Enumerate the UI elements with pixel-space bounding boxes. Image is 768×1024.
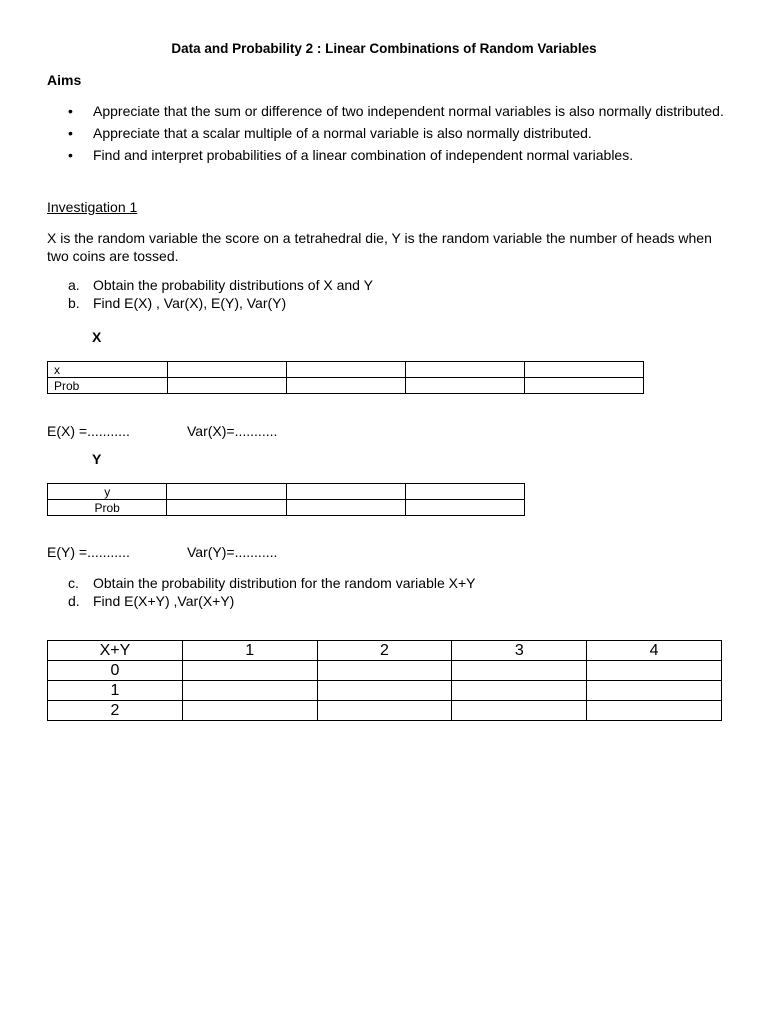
table-header-cell: 4	[587, 641, 722, 661]
expectation-x-line	[47, 423, 277, 439]
vary-text: Var(Y)=...........	[187, 544, 278, 560]
table-cell: y	[48, 484, 167, 500]
task-item	[68, 294, 373, 312]
table-cell[interactable]	[587, 681, 722, 701]
table-cell[interactable]	[168, 362, 287, 378]
task-list-cd	[68, 574, 476, 610]
task-label: d.	[68, 593, 80, 609]
table-cell[interactable]	[587, 701, 722, 721]
task-label: b.	[68, 295, 80, 311]
task-text: Find E(X) , Var(X), E(Y), Var(Y)	[93, 295, 287, 311]
table-row	[48, 701, 722, 721]
distribution-table-y	[47, 483, 525, 516]
table-row	[48, 641, 722, 661]
table-cell[interactable]	[525, 378, 644, 394]
task-item	[68, 592, 476, 610]
table-cell[interactable]	[587, 661, 722, 681]
table-cell[interactable]	[406, 362, 525, 378]
table-cell: Prob	[48, 500, 167, 516]
ey-text: E(Y) =...........	[47, 544, 130, 560]
table-cell[interactable]	[182, 701, 317, 721]
table-cell[interactable]	[317, 661, 452, 681]
table-row-header: 0	[48, 661, 183, 681]
table-header-cell: 3	[452, 641, 587, 661]
table-cell[interactable]	[405, 500, 524, 516]
table-x-label: X	[92, 329, 102, 345]
aims-item: • Find and interpret probabilities of a linear combination of independent normal variables.	[68, 145, 724, 167]
task-text: Obtain the probability distribution for the random variable X+Y	[93, 575, 476, 591]
table-row	[48, 378, 644, 394]
task-label: c.	[68, 575, 79, 591]
table-row	[48, 362, 644, 378]
table-row	[48, 661, 722, 681]
investigation-heading: Investigation 1	[47, 199, 138, 215]
task-label: a.	[68, 277, 80, 293]
table-cell[interactable]	[452, 701, 587, 721]
table-cell[interactable]	[182, 681, 317, 701]
table-cell[interactable]	[317, 681, 452, 701]
task-text: Obtain the probability distributions of X and Y	[93, 277, 373, 293]
table-cell[interactable]	[286, 500, 405, 516]
task-item	[68, 574, 476, 592]
table-cell[interactable]	[452, 661, 587, 681]
table-cell[interactable]	[406, 378, 525, 394]
table-row	[48, 484, 525, 500]
expectation-y-line	[47, 544, 277, 560]
page-title: Data and Probability 2 : Linear Combinations of Random Variables	[171, 41, 597, 56]
table-cell[interactable]	[287, 362, 406, 378]
table-y-label: Y	[92, 451, 102, 467]
aims-item: • Appreciate that a scalar multiple of a normal variable is also normally distributed.	[68, 123, 724, 145]
table-cell[interactable]	[287, 378, 406, 394]
table-row	[48, 500, 525, 516]
distribution-table-x	[47, 361, 644, 394]
table-header-cell: X+Y	[48, 641, 183, 661]
table-cell[interactable]	[167, 500, 286, 516]
table-row-header: 2	[48, 701, 183, 721]
investigation-text: X is the random variable the score on a tetrahedral die, Y is the random variable the number of heads when two coins are tossed.	[47, 230, 712, 264]
table-cell[interactable]	[182, 661, 317, 681]
table-cell[interactable]	[167, 484, 286, 500]
table-row-header: 1	[48, 681, 183, 701]
task-text: Find E(X+Y) ,Var(X+Y)	[93, 593, 235, 609]
ex-text: E(X) =...........	[47, 423, 130, 439]
varx-text: Var(X)=...........	[187, 423, 278, 439]
distribution-table-sum	[47, 640, 722, 721]
table-header-cell: 2	[317, 641, 452, 661]
table-cell[interactable]	[405, 484, 524, 500]
aims-item: • Appreciate that the sum or difference of two independent normal variables is also normally distributed.	[68, 101, 724, 123]
aims-heading: Aims	[47, 72, 82, 88]
table-cell: x	[48, 362, 168, 378]
table-cell[interactable]	[452, 681, 587, 701]
table-cell[interactable]	[525, 362, 644, 378]
task-list-ab	[68, 276, 373, 312]
table-cell: Prob	[48, 378, 168, 394]
table-cell[interactable]	[317, 701, 452, 721]
aims-list	[68, 101, 724, 167]
table-cell[interactable]	[286, 484, 405, 500]
table-header-cell: 1	[182, 641, 317, 661]
table-row	[48, 681, 722, 701]
table-cell[interactable]	[168, 378, 287, 394]
task-item	[68, 276, 373, 294]
